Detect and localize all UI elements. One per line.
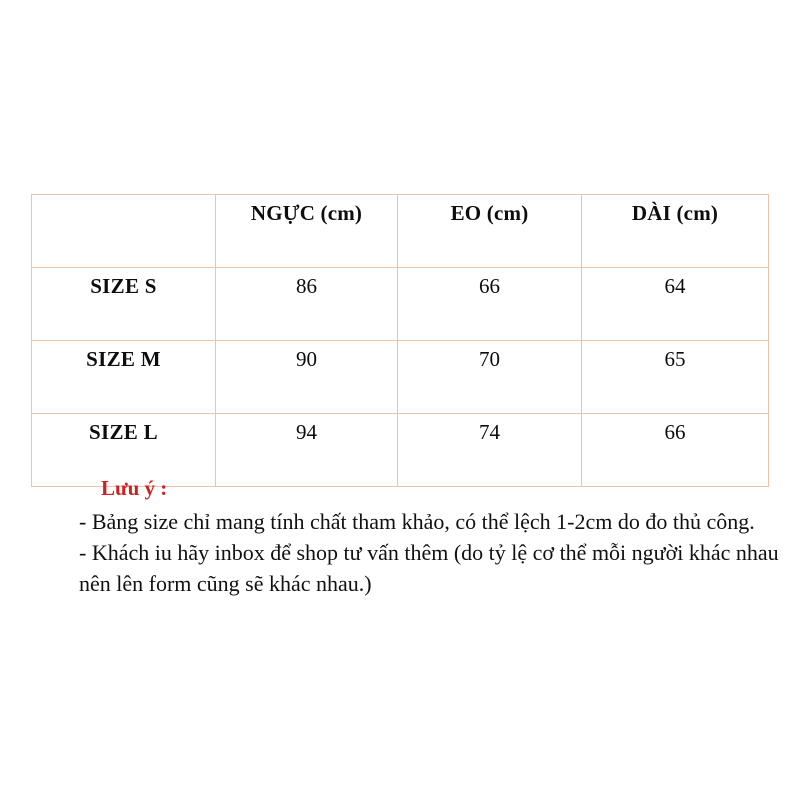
table-corner-cell xyxy=(32,195,216,268)
table-row xyxy=(32,341,769,414)
note-line-1: - Bảng size chỉ mang tính chất tham khảo, có thể lệch 1-2cm do đo thủ công. xyxy=(79,509,755,535)
cell-size-s-waist: 66 xyxy=(398,268,582,341)
row-label-size-m: SIZE M xyxy=(32,341,216,414)
cell-size-l-waist: 74 xyxy=(398,414,582,487)
cell-size-m-bust: 90 xyxy=(216,341,398,414)
notes-section xyxy=(79,474,779,599)
cell-size-s-bust: 86 xyxy=(216,268,398,341)
cell-size-s-length: 64 xyxy=(582,268,769,341)
cell-size-l-length: 66 xyxy=(582,414,769,487)
cell-size-m-waist: 70 xyxy=(398,341,582,414)
column-header-waist: EO (cm) xyxy=(398,195,582,268)
note-line-2: - Khách iu hãy inbox để shop tư vấn thêm (do tỷ lệ cơ thể mỗi người khác nhau nên lên form cũng sẽ khác nhau.) xyxy=(79,540,779,597)
row-label-size-s: SIZE S xyxy=(32,268,216,341)
table-row xyxy=(32,268,769,341)
column-header-length: DÀI (cm) xyxy=(582,195,769,268)
size-table-container xyxy=(31,194,768,487)
size-table xyxy=(31,194,769,487)
row-label-size-l: SIZE L xyxy=(32,414,216,487)
cell-size-m-length: 65 xyxy=(582,341,769,414)
table-header-row xyxy=(32,195,769,268)
cell-size-l-bust: 94 xyxy=(216,414,398,487)
notes-title: Lưu ý : xyxy=(101,476,168,500)
column-header-bust: NGỰC (cm) xyxy=(216,195,398,268)
